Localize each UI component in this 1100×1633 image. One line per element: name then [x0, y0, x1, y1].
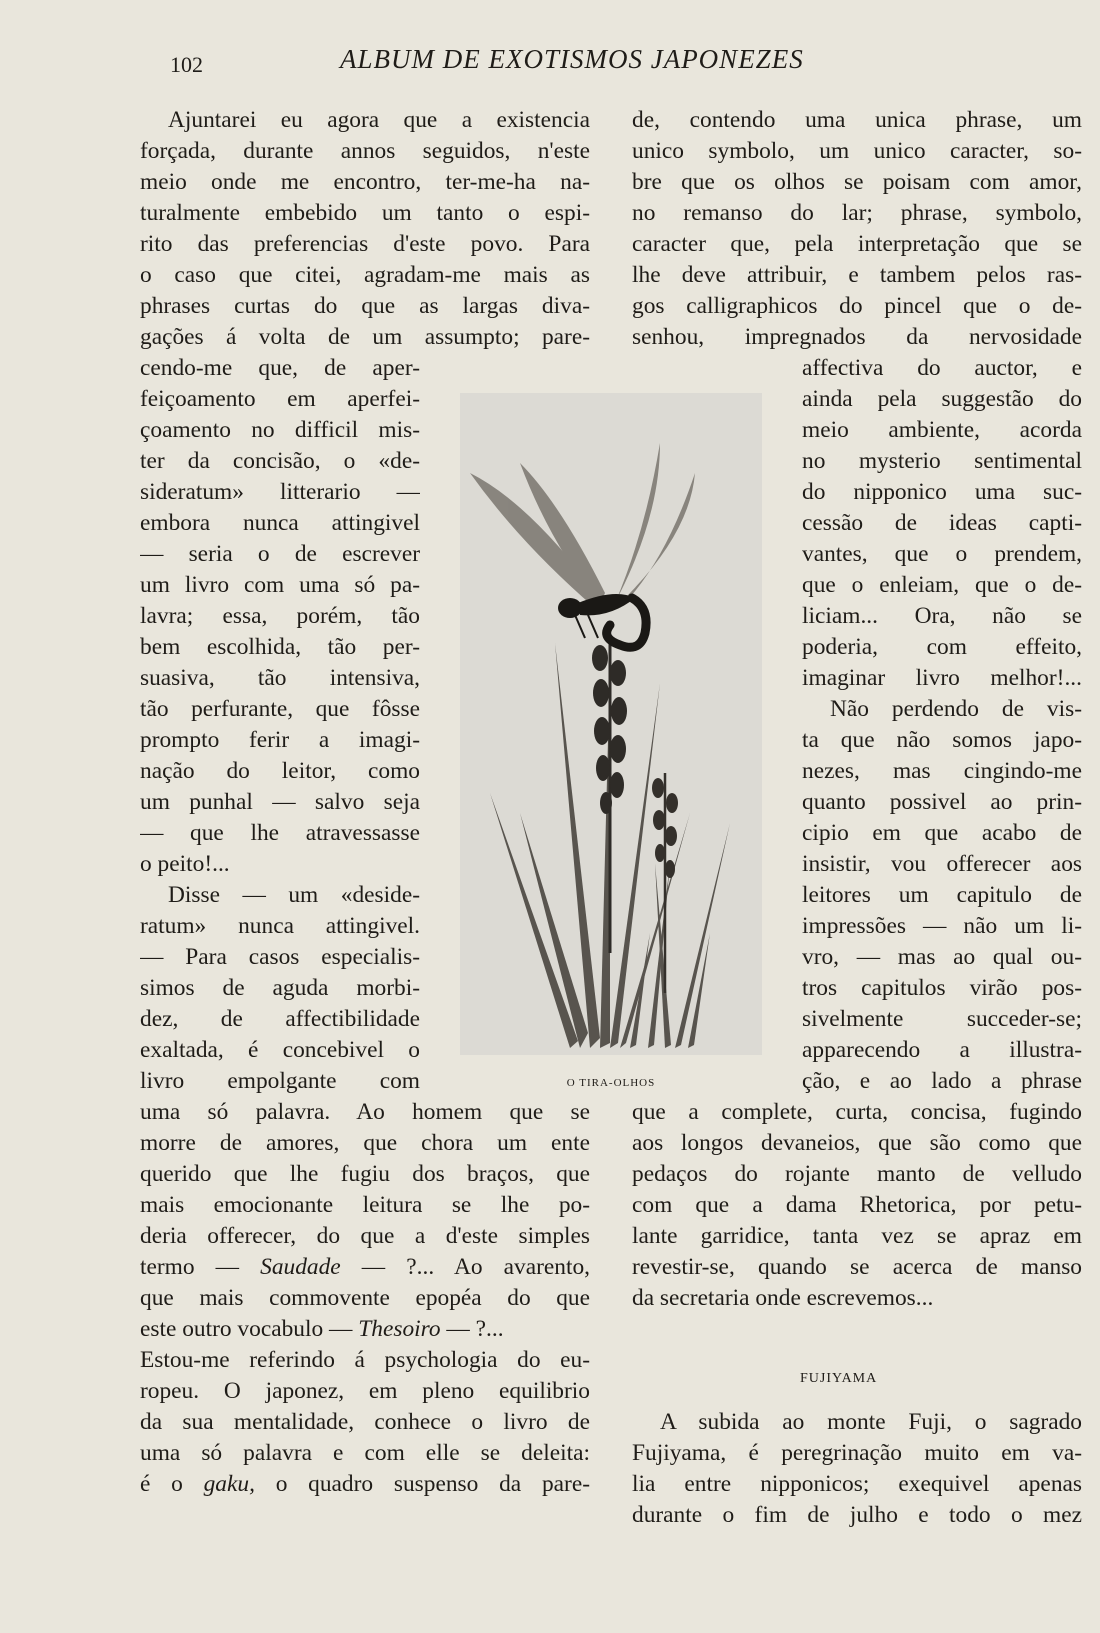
text-line: mais emocionante leitura se lhe po-: [140, 1192, 590, 1218]
text-line: — seria o de escrever: [140, 541, 420, 567]
text-line: leitores um capitulo de: [802, 882, 1082, 908]
text-line: phrases curtas do que as largas diva-: [140, 293, 590, 319]
text-line: Disse — um «deside-: [168, 882, 420, 908]
text-line: imaginar livro melhor!...: [802, 665, 1082, 691]
text-line: impressões — não um li-: [802, 913, 1082, 939]
text-line: Fujiyama, é peregrinação muito em va-: [632, 1440, 1082, 1466]
text-line: no remanso do lar; phrase, symbolo,: [632, 200, 1082, 226]
text-line: gações á volta de um assumpto; pare-: [140, 324, 590, 350]
text-line: revestir-se, quando se acerca de manso: [632, 1254, 1082, 1280]
text-line: lavra; essa, porém, tão: [140, 603, 420, 629]
text-line: prompto ferir a imagi-: [140, 727, 420, 753]
text-line: da secretaria onde escrevemos...: [632, 1285, 934, 1311]
text-line: bem escolhida, tão per-: [140, 634, 420, 660]
text-line: que o enleiam, que o de-: [802, 572, 1082, 598]
text-line: que a complete, curta, concisa, fugindo: [632, 1099, 1082, 1125]
figure-caption: O TIRA-OLHOS: [566, 1077, 656, 1089]
text-line: ta que não somos japo-: [802, 727, 1082, 753]
text-fragment: é o: [140, 1471, 204, 1497]
text-line: senhou, impregnados da nervosidade: [632, 324, 1082, 350]
text-line: embora nunca attingivel: [140, 510, 420, 536]
text-line-saudade: [140, 1252, 590, 1283]
text-line: cendo-me que, de aper-: [140, 355, 420, 381]
text-line-thesoiro: [140, 1314, 590, 1345]
text-line: Não perdendo de vis-: [830, 696, 1082, 722]
text-line: ainda pela suggestão do: [802, 386, 1082, 412]
text-line: dez, de affectibilidade: [140, 1006, 420, 1032]
text-line: lhe deve attribuir, e tambem pelos ras-: [632, 262, 1082, 288]
text-line: forçada, durante annos seguidos, n'este: [140, 138, 590, 164]
rice-ear-main: [592, 638, 627, 953]
grass-blade: [630, 933, 650, 1048]
text-line: turalmente embebido um tanto o espi-: [140, 200, 590, 226]
text-line: uma só palavra e com elle se deleita:: [140, 1440, 590, 1466]
text-line: no mysterio sentimental: [802, 448, 1082, 474]
text-line: ratum» nunca attingivel.: [140, 913, 420, 939]
text-line: morre de amores, que chora um ente: [140, 1130, 590, 1156]
text-line: — Para casos especialis-: [140, 944, 420, 970]
text-fragment: — ?...: [440, 1316, 504, 1342]
text-line: feiçoamento em aperfei-: [140, 386, 420, 412]
text-line: apparecendo a illustra-: [802, 1037, 1082, 1063]
text-line: lia entre nipponicos; exequivel apenas: [632, 1471, 1082, 1497]
text-line: sideratum» litterario —: [140, 479, 420, 505]
text-line: sivelmente succeder-se;: [802, 1006, 1082, 1032]
text-line: durante o fim de julho e todo o mez: [632, 1502, 1082, 1528]
text-line: livro empolgante com: [140, 1068, 420, 1094]
text-fragment: termo —: [140, 1254, 261, 1280]
dragonfly-body: [558, 594, 646, 647]
text-line: uma só palavra. Ao homem que se: [140, 1099, 590, 1125]
text-line: cipio em que acabo de: [802, 820, 1082, 846]
text-line-gaku: [140, 1469, 590, 1500]
italic-word-thesoiro: Thesoiro: [358, 1316, 441, 1342]
grass-blade: [675, 823, 730, 1048]
text-line: deria offerecer, do que a d'este simples: [140, 1223, 590, 1249]
page-number: 102: [170, 52, 203, 77]
text-line: suasiva, tão intensiva,: [140, 665, 420, 691]
text-line: Estou-me referindo á psychologia do eu-: [140, 1347, 590, 1373]
text-line: exaltada, é concebivel o: [140, 1037, 420, 1063]
running-header: [0, 44, 1100, 84]
text-line: um punhal — salvo seja: [140, 789, 420, 815]
text-line: do nipponico uma suc-: [802, 479, 1082, 505]
dragonfly-on-rice-drawing: [460, 393, 762, 1055]
text-line: simos de aguda morbi-: [140, 975, 420, 1001]
text-line: liciam... Ora, não se: [802, 603, 1082, 629]
text-line: que mais commovente epopéa do que: [140, 1285, 590, 1311]
text-line: poderia, com effeito,: [802, 634, 1082, 660]
text-line: nação do leitor, como: [140, 758, 420, 784]
text-line: çoamento no difficil mis-: [140, 417, 420, 443]
text-line: bre que os olhos se poisam com amor,: [632, 169, 1082, 195]
grass-blade: [555, 643, 600, 1048]
text-line: meio onde me encontro, ter-me-ha na-: [140, 169, 590, 195]
text-line: vantes, que o prendem,: [802, 541, 1082, 567]
italic-word-saudade: Saudade: [260, 1254, 341, 1280]
text-line: querido que lhe fugiu dos braços, que: [140, 1161, 590, 1187]
text-line: cessão de ideas capti-: [802, 510, 1082, 536]
text-line: com que a dama Rhetorica, por petu-: [632, 1192, 1082, 1218]
text-line: ção, e ao lado a phrase: [802, 1068, 1082, 1094]
grass-blade: [490, 793, 578, 1048]
text-line: ter da concisão, o «de-: [140, 448, 420, 474]
rice-ear-small: [652, 773, 678, 993]
text-line: rito das preferencias d'este povo. Para: [140, 231, 590, 257]
text-line: lante garridice, tanta vez se apraz em: [632, 1223, 1082, 1249]
grass-blade: [655, 863, 671, 1048]
text-line: tão perfurante, que fôsse: [140, 696, 420, 722]
text-line: — que lhe atravessasse: [140, 820, 420, 846]
text-line: aos longos devaneios, que são como que: [632, 1130, 1082, 1156]
text-line: ropeu. O japonez, em pleno equilibrio: [140, 1378, 590, 1404]
text-line: da sua mentalidade, conhece o livro de: [140, 1409, 590, 1435]
dragonfly-illustration: [460, 393, 762, 1055]
italic-word-gaku: gaku,: [203, 1471, 255, 1497]
book-title: ALBUM DE EXOTISMOS JAPONEZES: [340, 44, 804, 74]
text-fragment: este outro vocabulo —: [140, 1316, 359, 1342]
text-line: insistir, vou offerecer aos: [802, 851, 1082, 877]
text-line: o caso que citei, agradam-me mais as: [140, 262, 590, 288]
text-line: Ajuntarei eu agora que a existencia: [168, 107, 590, 133]
section-heading-fujiyama: FUJIYAMA: [800, 1371, 878, 1386]
text-line: nezes, mas cingindo-me: [802, 758, 1082, 784]
text-line: tros capitulos virão pos-: [802, 975, 1082, 1001]
text-line: de, contendo uma unica phrase, um: [632, 107, 1082, 133]
text-line: unico symbolo, um unico caracter, so-: [632, 138, 1082, 164]
dragonfly-wings: [470, 443, 695, 608]
text-line: gos calligraphicos do pincel que o de-: [632, 293, 1082, 319]
text-line: meio ambiente, acorda: [802, 417, 1082, 443]
text-line: caracter que, pela interpretação que se: [632, 231, 1082, 257]
text-line: o peito!...: [140, 851, 230, 877]
text-line: vro, — mas ao qual ou-: [802, 944, 1082, 970]
text-line: affectiva do auctor, e: [802, 355, 1082, 381]
text-line: pedaços do rojante manto de velludo: [632, 1161, 1082, 1187]
text-line: A subida ao monte Fuji, o sagrado: [660, 1409, 1082, 1435]
text-line: quanto possivel ao prin-: [802, 789, 1082, 815]
text-fragment: o quadro suspenso da pare-: [254, 1471, 590, 1497]
text-line: um livro com uma só pa-: [140, 572, 420, 598]
text-fragment: — ?... Ao avarento,: [340, 1254, 590, 1280]
